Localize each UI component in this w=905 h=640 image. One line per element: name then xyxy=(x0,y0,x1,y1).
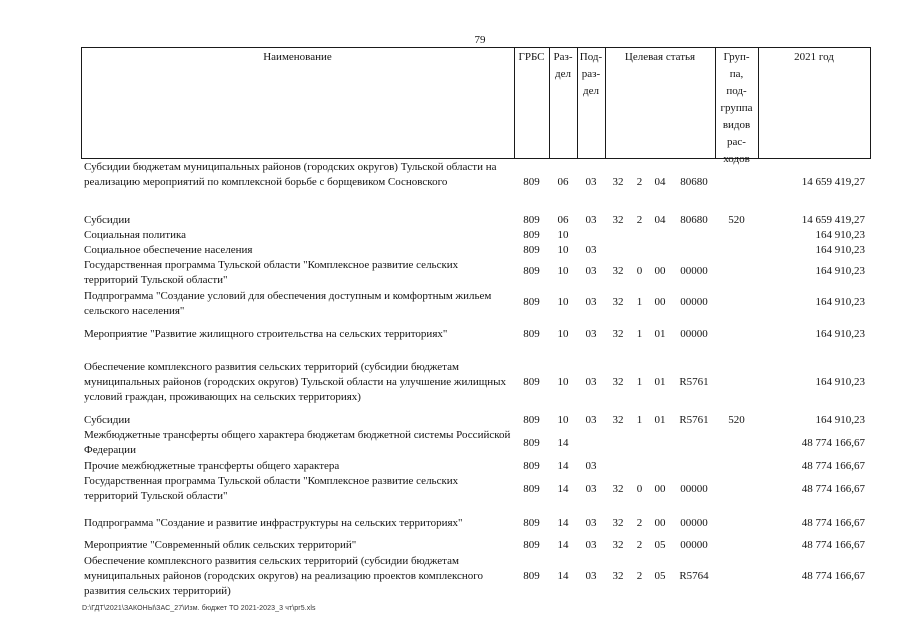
cell-amount: 164 910,23 xyxy=(815,229,865,241)
cell-podrazdel: 03 xyxy=(585,214,597,226)
cell-target-event: 05 xyxy=(654,570,666,582)
header-group xyxy=(715,49,758,168)
cell-razdel: 10 xyxy=(557,229,569,241)
cell-razdel: 14 xyxy=(557,460,569,472)
col-divider xyxy=(870,47,871,158)
header-target: Целевая статья xyxy=(624,51,696,63)
cell-amount: 48 774 166,67 xyxy=(801,570,865,582)
cell-amount: 48 774 166,67 xyxy=(801,517,865,529)
cell-expense-group: 520 xyxy=(728,214,745,226)
cell-target-direction: 00000 xyxy=(680,517,708,529)
cell-target-subprogram: 0 xyxy=(636,483,643,495)
cell-razdel: 06 xyxy=(557,214,569,226)
cell-amount: 48 774 166,67 xyxy=(801,437,865,449)
cell-target-direction: 00000 xyxy=(680,328,708,340)
cell-amount: 164 910,23 xyxy=(815,244,865,256)
cell-target-direction: 80680 xyxy=(680,176,708,188)
cell-name: Подпрограмма "Создание и развитие инфраструктуры на сельских территориях" xyxy=(84,517,463,529)
cell-target-event: 04 xyxy=(654,214,666,226)
cell-target-program: 32 xyxy=(612,328,624,340)
cell-target-subprogram: 2 xyxy=(636,517,643,529)
cell-name: Подпрограмма "Создание условий для обеспечения доступным и комфортным жильем сельского населения" xyxy=(84,290,492,317)
cell-target-direction: 00000 xyxy=(680,296,708,308)
cell-amount: 164 910,23 xyxy=(815,296,865,308)
cell-target-direction: R5761 xyxy=(679,376,709,388)
cell-podrazdel: 03 xyxy=(585,460,597,472)
cell-amount: 14 659 419,27 xyxy=(801,214,865,226)
cell-target-event: 00 xyxy=(654,483,666,495)
cell-podrazdel: 03 xyxy=(585,376,597,388)
cell-name: Межбюджетные трансферты общего характера бюджетам бюджетной системы Российской Федерации xyxy=(84,429,511,456)
cell-name: Государственная программа Тульской области "Комплексное развитие сельских территорий Тульской области" xyxy=(84,475,459,502)
header-razdel xyxy=(549,49,577,83)
header-group-line: группа xyxy=(720,102,753,114)
cell-target-direction: 00000 xyxy=(680,265,708,277)
cell-name: Субсидии xyxy=(84,214,131,226)
cell-target-program: 32 xyxy=(612,214,624,226)
cell-target-subprogram: 2 xyxy=(636,539,643,551)
cell-target-program: 32 xyxy=(612,414,624,426)
cell-podrazdel: 03 xyxy=(585,328,597,340)
cell-podrazdel: 03 xyxy=(585,483,597,495)
cell-name: Обеспечение комплексного развития сельских территорий (субсидии бюджетам муниципальных районов (городских округов) на реализацию проектов комплексного развития сельских территорий) xyxy=(84,555,484,597)
cell-grbs: 809 xyxy=(523,570,540,582)
cell-grbs: 809 xyxy=(523,460,540,472)
cell-target-subprogram: 1 xyxy=(636,414,643,426)
cell-name: Мероприятие "Развитие жилищного строительства на сельских территориях" xyxy=(84,328,448,340)
cell-grbs: 809 xyxy=(523,483,540,495)
cell-name: Прочие межбюджетные трансферты общего характера xyxy=(84,460,340,472)
cell-target-subprogram: 2 xyxy=(636,214,643,226)
cell-target-direction: R5764 xyxy=(679,570,709,582)
cell-target-direction: 80680 xyxy=(680,214,708,226)
cell-razdel: 10 xyxy=(557,376,569,388)
cell-podrazdel: 03 xyxy=(585,517,597,529)
cell-name: Субсидии xyxy=(84,414,131,426)
header-year: 2021 год xyxy=(794,51,834,63)
cell-target-direction: 00000 xyxy=(680,483,708,495)
cell-expense-group: 520 xyxy=(728,414,745,426)
cell-target-event: 01 xyxy=(654,414,666,426)
cell-grbs: 809 xyxy=(523,229,540,241)
cell-amount: 14 659 419,27 xyxy=(801,176,865,188)
header-podrazdel-line: раз- xyxy=(581,68,601,80)
cell-target-direction: 00000 xyxy=(680,539,708,551)
cell-target-subprogram: 2 xyxy=(636,176,643,188)
cell-name: Мероприятие "Современный облик сельских территорий" xyxy=(84,539,357,551)
cell-target-program: 32 xyxy=(612,517,624,529)
cell-razdel: 10 xyxy=(557,414,569,426)
cell-grbs: 809 xyxy=(523,214,540,226)
cell-podrazdel: 03 xyxy=(585,265,597,277)
cell-amount: 48 774 166,67 xyxy=(801,483,865,495)
cell-grbs: 809 xyxy=(523,176,540,188)
cell-grbs: 809 xyxy=(523,376,540,388)
cell-razdel: 14 xyxy=(557,570,569,582)
cell-podrazdel: 03 xyxy=(585,244,597,256)
cell-podrazdel: 03 xyxy=(585,570,597,582)
cell-razdel: 10 xyxy=(557,265,569,277)
header-podrazdel-line: дел xyxy=(583,85,599,97)
cell-name: Государственная программа Тульской области "Комплексное развитие сельских территорий Тульской области" xyxy=(84,259,459,286)
cell-razdel: 10 xyxy=(557,244,569,256)
header-group-line: видов xyxy=(722,119,751,131)
header-group-line: Груп- xyxy=(723,51,750,63)
cell-target-event: 00 xyxy=(654,265,666,277)
cell-target-program: 32 xyxy=(612,176,624,188)
header-group-line: ходов xyxy=(723,153,750,165)
cell-grbs: 809 xyxy=(523,296,540,308)
cell-amount: 164 910,23 xyxy=(815,414,865,426)
header-podrazdel xyxy=(577,49,605,100)
cell-razdel: 14 xyxy=(557,437,569,449)
cell-grbs: 809 xyxy=(523,414,540,426)
header-group-line: рас- xyxy=(727,136,746,148)
cell-target-subprogram: 2 xyxy=(636,570,643,582)
cell-target-event: 00 xyxy=(654,517,666,529)
cell-target-program: 32 xyxy=(612,483,624,495)
cell-target-event: 04 xyxy=(654,176,666,188)
cell-podrazdel: 03 xyxy=(585,539,597,551)
cell-amount: 164 910,23 xyxy=(815,265,865,277)
cell-grbs: 809 xyxy=(523,517,540,529)
header-podrazdel-line: Под- xyxy=(579,51,603,63)
cell-target-direction: R5761 xyxy=(679,414,709,426)
header-razdel-line: Раз- xyxy=(553,51,573,63)
cell-amount: 48 774 166,67 xyxy=(801,460,865,472)
cell-target-subprogram: 1 xyxy=(636,328,643,340)
cell-target-program: 32 xyxy=(612,570,624,582)
cell-target-program: 32 xyxy=(612,296,624,308)
cell-razdel: 10 xyxy=(557,296,569,308)
cell-amount: 164 910,23 xyxy=(815,376,865,388)
header-name: Наименование xyxy=(263,51,332,63)
cell-podrazdel: 03 xyxy=(585,414,597,426)
header-top-border xyxy=(81,47,871,48)
cell-target-event: 00 xyxy=(654,296,666,308)
cell-name: Социальная политика xyxy=(84,229,187,241)
cell-grbs: 809 xyxy=(523,539,540,551)
cell-razdel: 14 xyxy=(557,483,569,495)
cell-target-program: 32 xyxy=(612,376,624,388)
cell-grbs: 809 xyxy=(523,328,540,340)
cell-target-subprogram: 0 xyxy=(636,265,643,277)
header-group-line: под- xyxy=(726,85,747,97)
cell-target-program: 32 xyxy=(612,539,624,551)
cell-target-subprogram: 1 xyxy=(636,296,643,308)
cell-podrazdel: 03 xyxy=(585,296,597,308)
page-number: 79 xyxy=(474,34,486,46)
cell-target-event: 05 xyxy=(654,539,666,551)
cell-grbs: 809 xyxy=(523,244,540,256)
footer-file-path: D:\ГДТ\2021\ЗАКОНЫ\ЗАС_27\Изм. бюджет ТО 2021-2023_3 чт\pr5.xls xyxy=(82,605,316,612)
cell-amount: 48 774 166,67 xyxy=(801,539,865,551)
header-grbs: ГРБС xyxy=(518,51,545,63)
cell-razdel: 14 xyxy=(557,539,569,551)
cell-amount: 164 910,23 xyxy=(815,328,865,340)
cell-target-event: 01 xyxy=(654,328,666,340)
header-group-line: па, xyxy=(729,68,744,80)
cell-razdel: 10 xyxy=(557,328,569,340)
header-razdel-line: дел xyxy=(555,68,571,80)
cell-grbs: 809 xyxy=(523,265,540,277)
cell-target-program: 32 xyxy=(612,265,624,277)
cell-podrazdel: 03 xyxy=(585,176,597,188)
cell-name: Социальное обеспечение населения xyxy=(84,244,253,256)
cell-target-event: 01 xyxy=(654,376,666,388)
cell-razdel: 06 xyxy=(557,176,569,188)
cell-grbs: 809 xyxy=(523,437,540,449)
cell-name: Обеспечение комплексного развития сельских территорий (субсидии бюджетам муниципальных районов (городских округов) Тульской области на улучшение жилищных условий граждан, проживающих на сельских территориях) xyxy=(84,361,507,403)
cell-name: Субсидии бюджетам муниципальных районов (городских округов) Тульской области на реализацию мероприятий по комплексной борьбе с борщевиком Сосновского xyxy=(84,161,497,188)
cell-razdel: 14 xyxy=(557,517,569,529)
cell-target-subprogram: 1 xyxy=(636,376,643,388)
